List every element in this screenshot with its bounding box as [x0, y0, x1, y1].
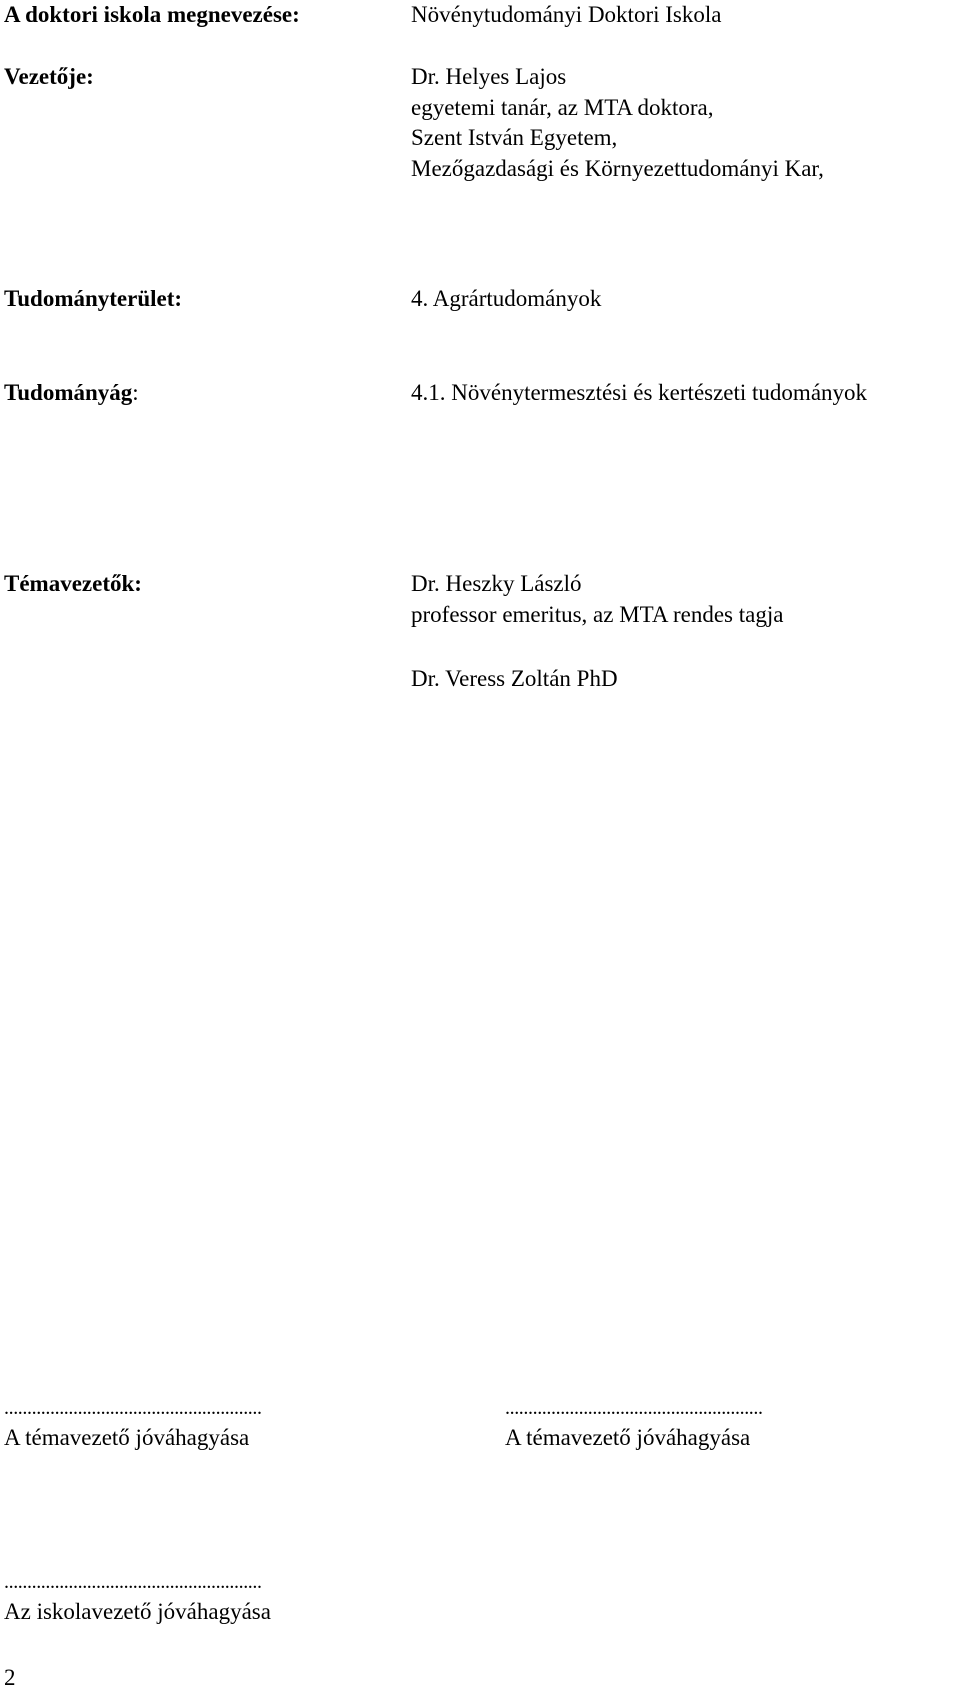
- signature-dots-supervisor-2: ........................................................: [505, 1397, 763, 1419]
- supervisor-1-title: professor emeritus, az MTA rendes tagja: [411, 602, 784, 627]
- head-line: Szent István Egyetem,: [411, 125, 618, 150]
- school-label: A doktori iskola megnevezése:: [4, 2, 300, 27]
- supervisor-1-name: Dr. Heszky László: [411, 571, 582, 596]
- branch-label-text: Tudományág: [4, 380, 133, 405]
- branch-label: [4, 378, 139, 408]
- signature-caption-school-head: Az iskolavezető jóváhagyása: [4, 1599, 271, 1624]
- page-number: 2: [4, 1665, 16, 1690]
- signature-dots-supervisor-1: ........................................................: [4, 1397, 262, 1419]
- head-value: [411, 62, 824, 184]
- signature-dots-school-head: ........................................................: [4, 1571, 262, 1593]
- head-line: Dr. Helyes Lajos: [411, 64, 567, 89]
- branch-value: 4.1. Növénytermesztési és kertészeti tudományok: [411, 380, 868, 405]
- school-value: Növénytudományi Doktori Iskola: [411, 2, 722, 27]
- signature-caption-supervisor-1: A témavezető jóváhagyása: [4, 1425, 250, 1450]
- field-label: Tudományterület:: [4, 286, 183, 311]
- supervisor-2-name: Dr. Veress Zoltán PhD: [411, 666, 618, 691]
- supervisors-label: Témavezetők:: [4, 571, 142, 596]
- signature-caption-supervisor-2: A témavezető jóváhagyása: [505, 1425, 751, 1450]
- branch-label-colon: :: [132, 380, 139, 405]
- head-label: Vezetője:: [4, 64, 94, 89]
- head-line: Mezőgazdasági és Környezettudományi Kar,: [411, 155, 824, 181]
- field-value: 4. Agrártudományok: [411, 286, 602, 311]
- head-line: egyetemi tanár, az MTA doktora,: [411, 94, 714, 120]
